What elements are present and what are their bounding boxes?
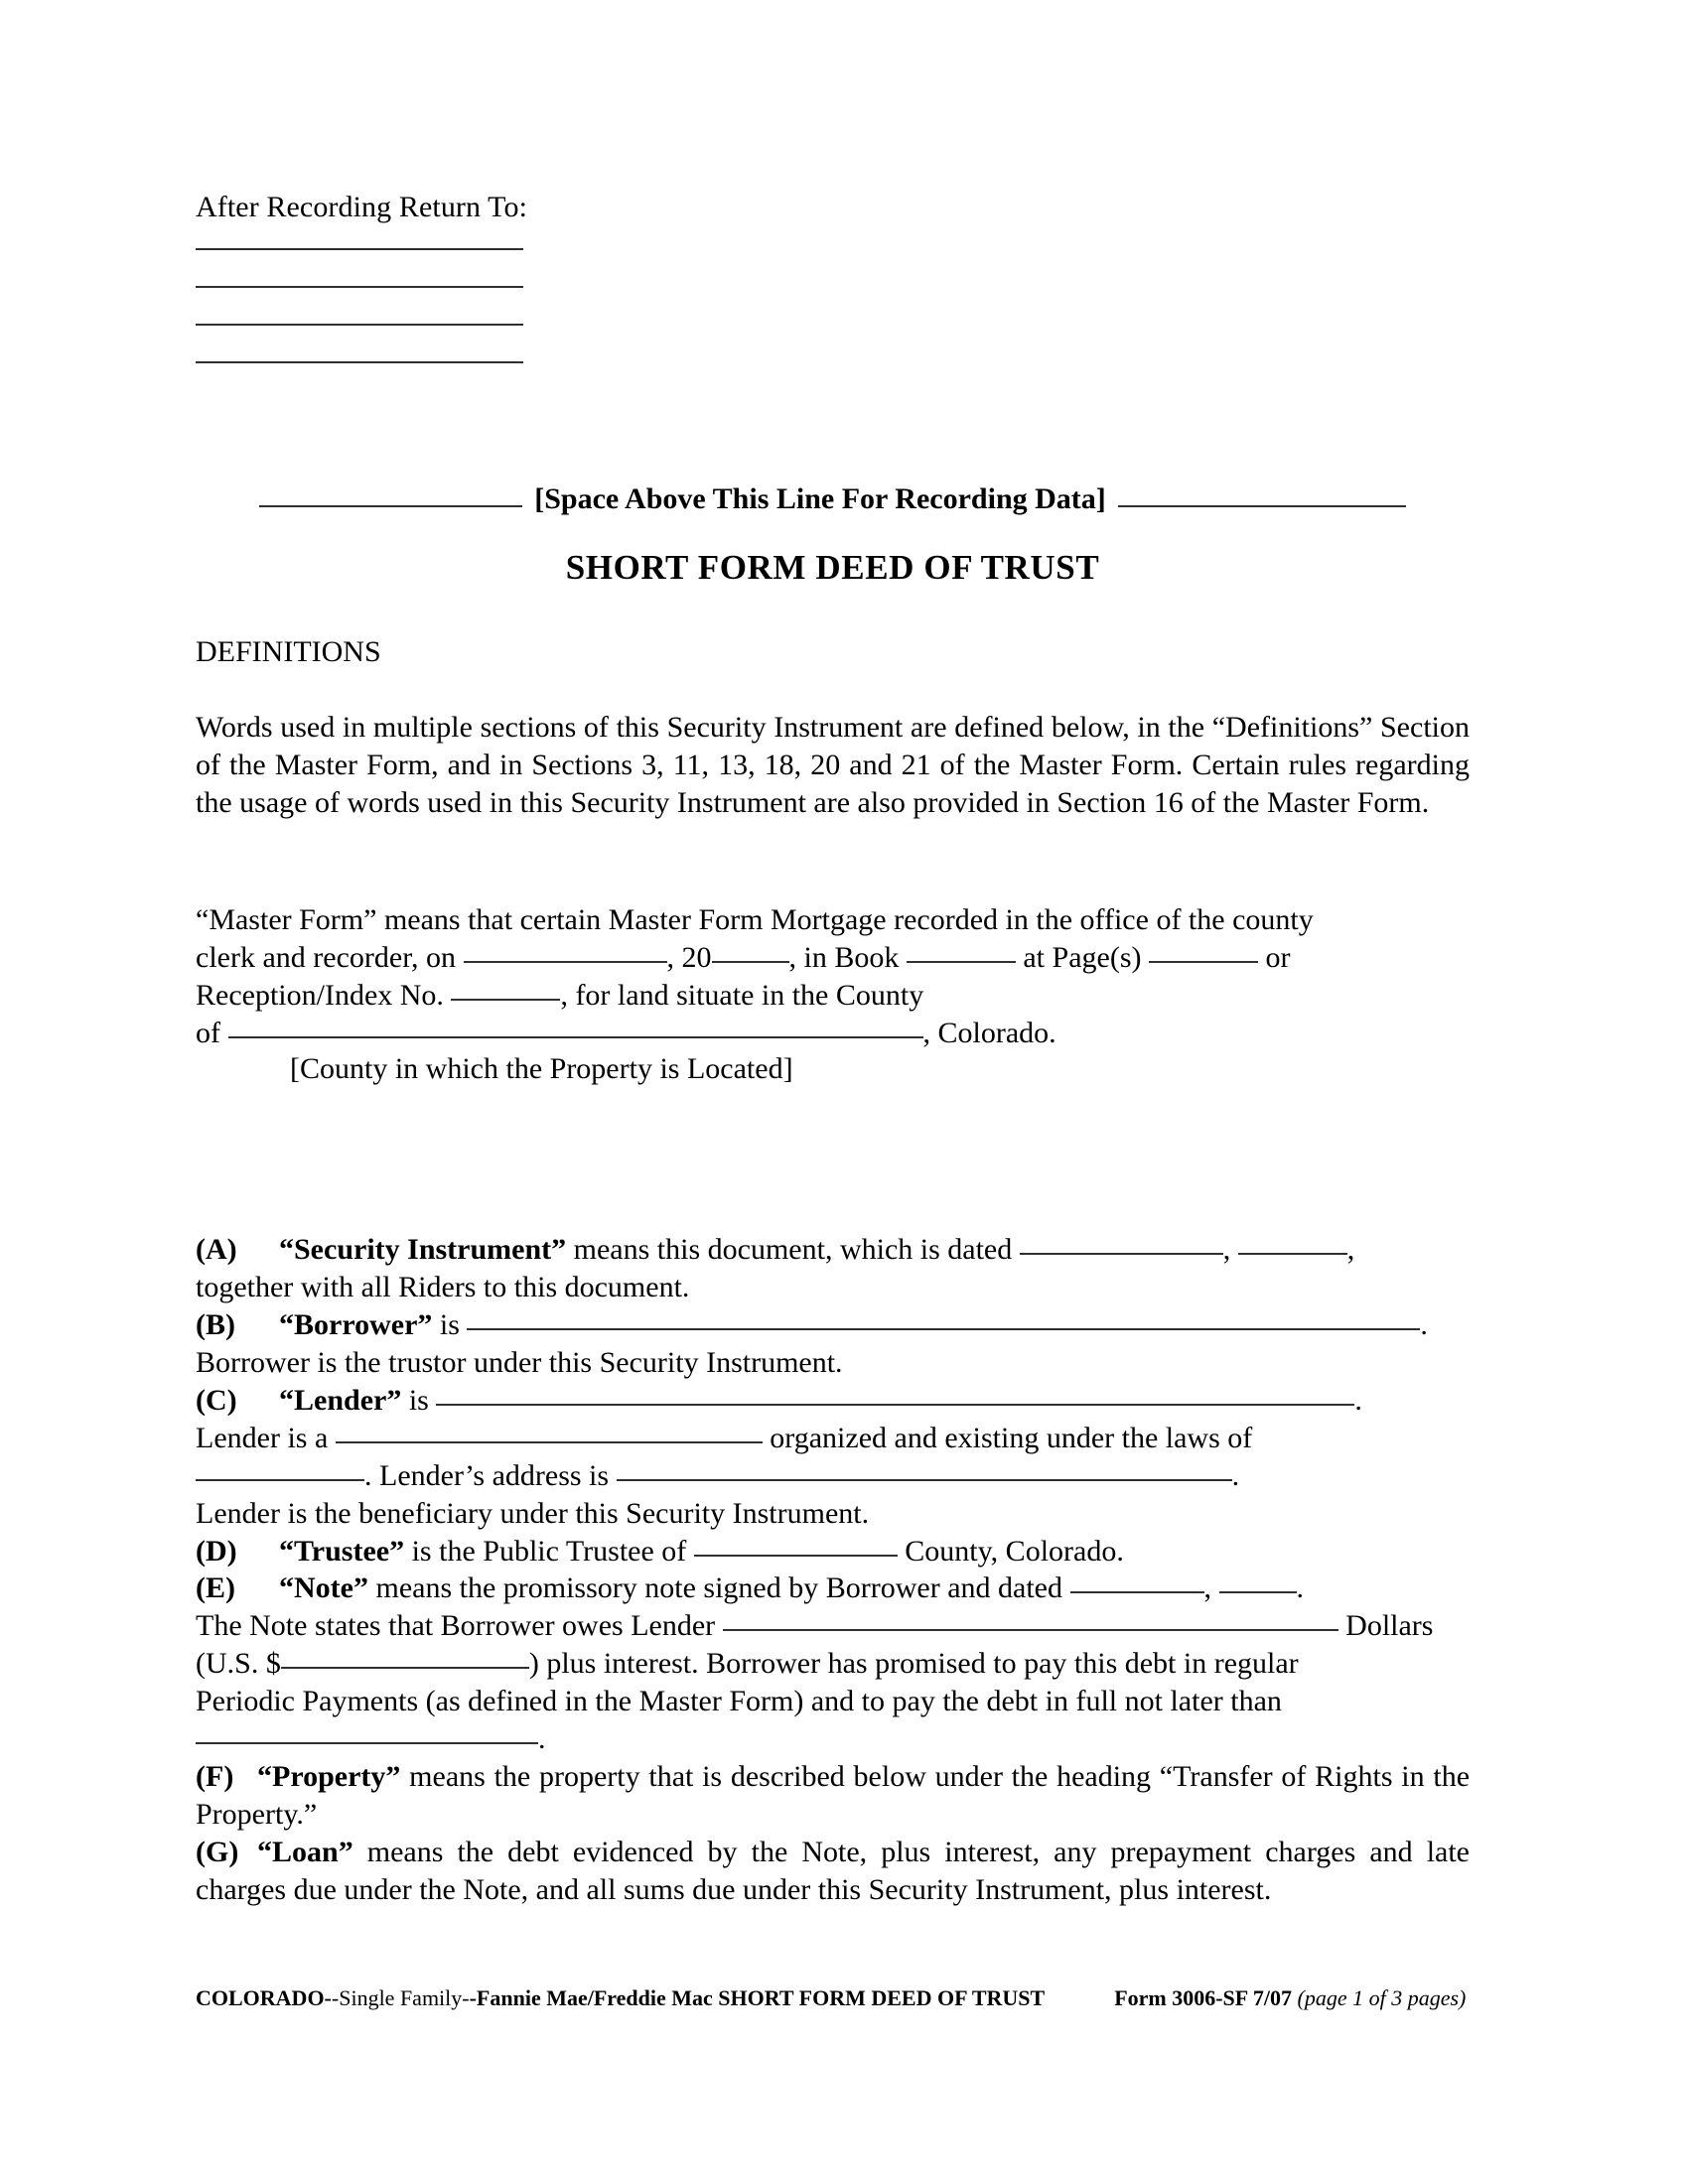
lender-name-field[interactable] xyxy=(436,1404,1354,1406)
book-field[interactable] xyxy=(907,961,1016,963)
master-form-line-4-a: of xyxy=(196,1016,220,1049)
trustee-county-field[interactable] xyxy=(694,1555,898,1557)
item-d-text-2: County, Colorado. xyxy=(905,1534,1124,1568)
master-form-line-2-b: , 20 xyxy=(666,940,712,974)
footer-page-number: (page 1 of 3 pages) xyxy=(1297,1985,1467,2010)
item-e-text-7: ) plus interest. Borrower has promised to pay this debt in regular xyxy=(528,1647,1299,1681)
item-f-tag: (F) xyxy=(196,1760,234,1794)
item-g-text-1: means the debt evidenced by the Note, plus interest, any prepayment charges and late charges due under the Note, and all sums due under this Security Instrument, plus interest. xyxy=(196,1836,1470,1906)
item-a-term: “Security Instrument” xyxy=(279,1233,567,1266)
item-g-term: “Loan” xyxy=(257,1836,353,1868)
item-a-text-3: , xyxy=(1346,1233,1355,1266)
item-a-text-1: means this document, which is dated xyxy=(573,1233,1013,1266)
after-recording-return-block xyxy=(196,189,891,399)
master-form-line-2-d: at Page(s) xyxy=(1023,940,1142,974)
footer-jurisdiction: COLORADO- xyxy=(196,1985,332,2010)
footer-family-type: -Single Family- xyxy=(331,1985,470,2010)
item-b-text-1: is xyxy=(439,1307,460,1341)
recording-rule-right xyxy=(1118,505,1406,507)
return-address-line-1[interactable] xyxy=(196,248,523,250)
recording-rule-left xyxy=(259,505,522,507)
item-f-text-1: means the property that is described below under the heading “Transfer of Rights in the Property.” xyxy=(196,1760,1471,1832)
master-form-line-4-b: , Colorado. xyxy=(922,1016,1056,1049)
master-form-block xyxy=(196,901,1470,1052)
page-field[interactable] xyxy=(1149,961,1258,963)
item-d-tag: (D) xyxy=(196,1534,237,1568)
county-field[interactable] xyxy=(228,1036,923,1038)
recording-data-label: [Space Above This Line For Recording Data] xyxy=(534,482,1106,515)
item-a-tag: (A) xyxy=(196,1233,237,1266)
item-e-tag: (E) xyxy=(196,1571,235,1605)
return-address-line-3[interactable] xyxy=(196,324,523,326)
definitions-intro-paragraph: Words used in multiple sections of this Security Instrument are defined below, in the “Definitions” Section of the Master Form, and in Sections 3, 11, 13, 18, 20 and 21 of the Master Form. Certain rules regarding the usage of words used in this Security Instrument are also provided in Section 16 of the Master Form. xyxy=(196,711,1470,819)
maturity-date-field[interactable] xyxy=(196,1742,538,1744)
item-b-text-3: Borrower is the trustor under this Security Instrument. xyxy=(196,1345,843,1379)
definition-item-c xyxy=(196,1382,1470,1533)
return-address-line-2[interactable] xyxy=(196,286,523,288)
master-form-line-2-e: or xyxy=(1265,940,1291,974)
item-e-text-9: . xyxy=(538,1722,546,1756)
master-form-line-3-a: Reception/Index No. xyxy=(196,978,444,1012)
definitions-intro-block xyxy=(196,709,1470,822)
recording-data-band xyxy=(196,484,1470,514)
item-c-text-3: Lender is a xyxy=(196,1421,329,1454)
item-e-term: “Note” xyxy=(279,1571,368,1605)
footer-form-number: Form 3006-SF 7/07 xyxy=(1114,1985,1293,2010)
definition-item-d xyxy=(196,1533,1470,1570)
county-caption: [County in which the Property is Located] xyxy=(290,1052,793,1085)
page-footer xyxy=(196,1985,1470,2011)
item-c-text-7: Lender is the beneficiary under this Security Instrument. xyxy=(196,1496,870,1530)
footer-form-meta xyxy=(1114,1985,1466,2011)
item-b-term: “Borrower” xyxy=(279,1307,433,1341)
recorded-year-field[interactable] xyxy=(712,961,789,963)
item-c-text-1: is xyxy=(408,1383,429,1417)
definition-item-g xyxy=(196,1834,1470,1909)
recorded-date-field[interactable] xyxy=(464,961,667,963)
definition-item-e xyxy=(196,1570,1470,1758)
item-d-text-1: is the Public Trustee of xyxy=(411,1534,687,1568)
master-form-paragraph xyxy=(196,901,1470,1052)
item-e-text-6: (U.S. $ xyxy=(196,1647,281,1681)
master-form-line-3-b: , for land situate in the County xyxy=(560,978,924,1012)
footer-form-description xyxy=(196,1985,1045,2011)
item-b-text-2: . xyxy=(1420,1307,1428,1341)
security-instrument-date-field[interactable] xyxy=(1020,1253,1223,1255)
item-e-text-4: The Note states that Borrower owes Lender xyxy=(196,1609,716,1643)
item-a-text-4: together with all Riders to this document. xyxy=(196,1270,690,1303)
definition-item-a xyxy=(196,1231,1470,1306)
item-c-text-6: . xyxy=(1231,1458,1240,1492)
borrower-name-field[interactable] xyxy=(467,1328,1420,1330)
definition-item-b xyxy=(196,1306,1470,1382)
definitions-heading: DEFINITIONS xyxy=(196,635,381,668)
item-b-tag: (B) xyxy=(196,1307,235,1341)
item-c-tag: (C) xyxy=(196,1383,237,1417)
master-form-line-2-c: , in Book xyxy=(788,940,900,974)
item-e-text-8: Periodic Payments (as defined in the Master Form) and to pay the debt in full not later than xyxy=(196,1685,1282,1718)
item-c-text-2: . xyxy=(1354,1383,1362,1417)
reception-index-field[interactable] xyxy=(451,999,560,1001)
lender-address-field[interactable] xyxy=(617,1479,1232,1481)
lender-state-field[interactable] xyxy=(196,1479,364,1481)
footer-agency-line: -Fannie Mae/Freddie Mac SHORT FORM DEED OF TRUST xyxy=(469,1985,1046,2010)
item-c-term: “Lender” xyxy=(279,1383,402,1417)
master-form-line-2-a: clerk and recorder, on xyxy=(196,940,456,974)
item-f-term: “Property” xyxy=(257,1760,401,1794)
after-recording-return-label: After Recording Return To: xyxy=(196,191,528,223)
lender-entity-type-field[interactable] xyxy=(336,1441,763,1443)
return-address-rule-stack xyxy=(196,248,891,363)
item-e-text-1: means the promissory note signed by Borrower and dated xyxy=(375,1571,1062,1605)
item-e-text-3: . xyxy=(1296,1571,1304,1605)
item-c-text-4: organized and existing under the laws of xyxy=(770,1421,1253,1454)
note-amount-numeric-field[interactable] xyxy=(281,1667,529,1669)
definition-item-f xyxy=(196,1758,1470,1834)
definition-items-block xyxy=(196,1231,1470,1909)
item-e-text-5: Dollars xyxy=(1345,1609,1434,1643)
return-address-line-4[interactable] xyxy=(196,361,523,363)
security-instrument-year-field[interactable] xyxy=(1238,1253,1347,1255)
item-d-term: “Trustee” xyxy=(279,1534,405,1568)
note-year-field[interactable] xyxy=(1219,1591,1297,1593)
page-title: SHORT FORM DEED OF TRUST xyxy=(565,548,1100,587)
note-date-field[interactable] xyxy=(1070,1591,1204,1593)
item-c-text-5: . Lender’s address is xyxy=(364,1458,610,1492)
note-amount-words-field[interactable] xyxy=(723,1629,1338,1631)
item-g-tag: (G) xyxy=(196,1836,239,1868)
item-a-text-2: , xyxy=(1222,1233,1231,1266)
item-e-text-2: , xyxy=(1203,1571,1211,1605)
master-form-line-1: “Master Form” means that certain Master Form Mortgage recorded in the office of the county xyxy=(196,903,1314,936)
